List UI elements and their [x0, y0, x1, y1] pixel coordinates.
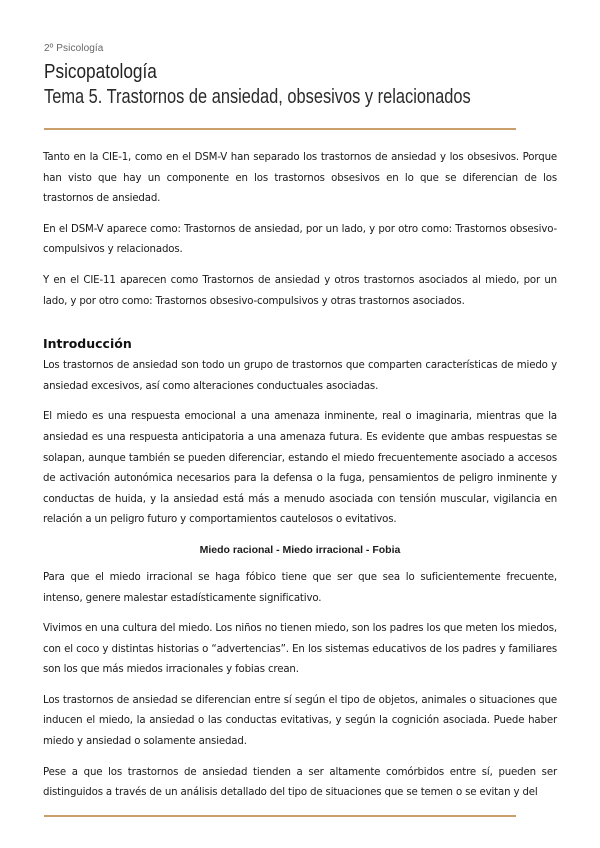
paragraph: Los trastornos de ansiedad son todo un grupo de trastornos que comparten características de miedo y ansiedad excesivos, así como alteraciones conductuales asociadas. — [43, 360, 557, 392]
paragraph: Los trastornos de ansiedad se diferencian entre sí según el tipo de objetos, animales o situaciones que inducen el miedo, la ansiedad o las conductas evitativas, y según la cognición asociada. Puede haber miedo y ansiedad o solamente ansiedad. — [43, 694, 557, 748]
paragraph: Para que el miedo irracional se haga fóbico tiene que ser que sea lo suficientemente frecuente, intenso, genere malestar estadísticamente significativo. — [43, 571, 557, 604]
header-divider — [44, 128, 516, 130]
centered-subheading: Miedo racional - Miedo irracional - Fobia — [199, 543, 401, 556]
document-header — [44, 42, 564, 109]
paragraph: Pese a que los trastornos de ansiedad tienden a ser altamente comórbidos entre sí, pueden ser distinguidos a través de un análisis detallado del tipo de situaciones que se temen o se evitan y del — [43, 766, 557, 799]
document-subtitle: Tema 5. Trastornos de ansiedad, obsesivos y relacionados — [44, 86, 471, 108]
paragraph: Vivimos en una cultura del miedo. Los niños no tienen miedo, son los padres los que meten los miedos, con el coco y distintas historias o “advertencias”. En los sistemas educativos de los padres y familiares son los que más miedos irracionales y fobias crean. — [43, 623, 557, 676]
paragraph: En el DSM-V aparece como: Trastornos de ansiedad, por un lado, y por otro como: Trastornos obsesivo-compulsivos y relacionados. — [43, 223, 557, 256]
course-label: 2º Psicología — [44, 43, 104, 54]
footer-divider — [44, 815, 516, 817]
document-body — [43, 148, 557, 814]
paragraph: Y en el CIE-11 aparecen como Trastornos de ansiedad y otros trastornos asociados al miedo, por un lado, y por otro como: Trastornos obsesivo-compulsivos y otras trastornos asociados. — [43, 274, 557, 307]
paragraph: El miedo es una respuesta emocional a una amenaza inminente, real o imaginaria, mientras que la ansiedad es una respuesta anticipatoria a una amenaza futura. Es evidente que ambas respuestas se solapan, aunque también se pueden diferenciar, estando el miedo frecuentemente asociado a accesos de activación autonómica necesarios para la defensa o la fuga, pensamientos de peligro inminente y conductas de huida, y la ansiedad está más a menudo asociada con tensión muscular, vigilancia en relación a un peligro futuro y comportamientos cautelosos o evitativos. — [43, 411, 557, 526]
document-title: Psicopatología — [44, 61, 157, 83]
paragraph: Tanto en la CIE-1, como en el DSM-V han separado los trastornos de ansiedad y los obsesivos. Porque han visto que hay un componente en los trastornos obsesivos en lo que se diferencian de los trastornos de ansiedad. — [43, 152, 557, 205]
section-heading: Introducción — [43, 336, 132, 352]
